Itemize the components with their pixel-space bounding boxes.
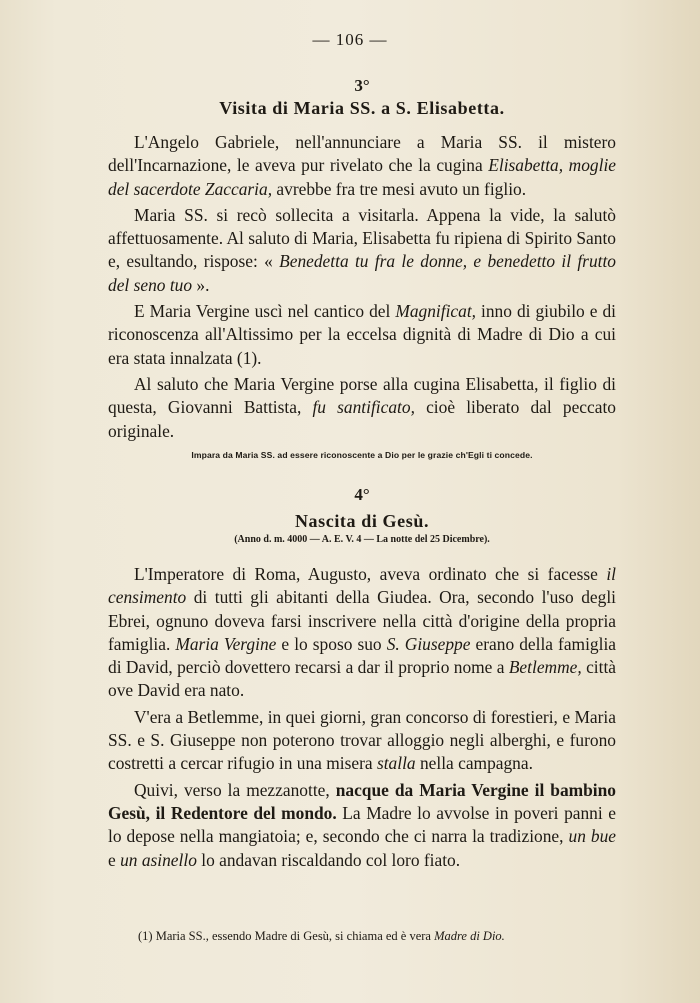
section-3 — [108, 76, 616, 119]
section-number: 3° — [354, 76, 370, 95]
paragraph — [108, 563, 616, 703]
moral-line — [108, 450, 616, 460]
text-run: lo andavan riscaldando col loro fiato. — [196, 849, 461, 870]
section-4 — [108, 485, 616, 545]
text-run: La Madre lo avvolse in poveri panni e lo depose nella mangiatoia; e, secondo che ci narra la tradizione, — [108, 802, 616, 847]
italic-run: Maria Vergine — [175, 633, 277, 654]
italic-run: fu santificato, — [312, 397, 415, 418]
paragraph — [108, 779, 616, 872]
italic-run: Betlemme, — [508, 657, 582, 678]
italic-run: Elisabetta, moglie del sacerdote Zaccaria, — [108, 155, 616, 199]
text-run: (1) Maria SS., essendo Madre di Gesù, si chiama ed è vera — [138, 929, 435, 943]
italic-run: stalla — [376, 753, 416, 774]
moral-text: Impara da Maria SS. ad essere riconoscente a Dio per le grazie ch'Egli ti concede. — [191, 450, 533, 460]
page-number: — 106 — — [312, 30, 388, 49]
section-3-body — [108, 131, 616, 443]
italic-run: il censimento — [108, 564, 616, 608]
paragraph — [108, 300, 616, 370]
paragraph — [108, 131, 616, 201]
italic-run: Benedetta tu fra le donne, e benedetto il frutto del seno tuo — [108, 251, 616, 295]
paragraph — [108, 373, 616, 443]
text-run: e lo sposo suo — [276, 633, 387, 654]
section-4-body — [108, 563, 616, 872]
text-run: e — [108, 849, 121, 870]
italic-run: S. Giuseppe — [386, 633, 471, 654]
footnote — [138, 929, 618, 944]
section-number: 4° — [354, 485, 370, 504]
text-run: V'era a Betlemme, in quei giorni, gran concorso di forestieri, e Maria SS. e S. Giuseppe non poterono trovar alloggio negli alberghi, e furono costretti a cercar rifugio in una misera — [108, 706, 616, 774]
text-run: inno di giubilo e di riconoscenza all'Altissimo per la eccelsa dignità di Madre di Dio a cui era stata innalzata (1). — [108, 301, 616, 368]
text-run: E Maria Vergine uscì nel cantico del — [134, 301, 396, 322]
italic-run: un bue — [568, 826, 616, 847]
text-run: L'Imperatore di Roma, Augusto, aveva ordinato che si facesse — [134, 564, 607, 584]
italic-run: Madre di Dio. — [434, 929, 505, 943]
italic-run: un asinello — [120, 849, 197, 870]
italic-run: Magnificat, — [395, 301, 477, 322]
section-title: Visita di Maria SS. a S. Elisabetta. — [219, 98, 505, 118]
text-run: Al saluto che Maria Vergine porse alla cugina Elisabetta, il figlio di questa, Giovanni Battista, — [108, 373, 616, 418]
footnote-text — [138, 929, 618, 944]
text-run: cioè liberato dal peccato originale. — [108, 397, 616, 441]
text-run: Quivi, verso la mezzanotte, — [134, 779, 336, 800]
paragraph — [108, 204, 616, 297]
paragraph — [108, 706, 616, 776]
text-run: L'Angelo Gabriele, nell'annunciare a Maria SS. il mistero dell'Incarnazione, le aveva pur rivelato che la cugina — [108, 132, 616, 176]
text-run: erano della famiglia di David, perciò dovettero recarsi a dar il proprio nome a — [108, 633, 616, 678]
text-run: nella campagna. — [415, 753, 533, 774]
text-run: avrebbe fra tre mesi avuto un figlio. — [272, 178, 527, 199]
text-run: città ove David era nato. — [108, 657, 617, 701]
text-run: ». — [192, 274, 210, 295]
bold-run: nacque da Maria Vergine il bambino Gesù, il Redentore del mondo. — [108, 779, 616, 823]
text-run: di tutti gli abitanti della Giudea. Ora, secondo l'uso degli Ebrei, ognuno doveva farsi inscrivere nella città d'origine della propria famiglia. — [108, 587, 616, 654]
text-run: Maria SS. si recò sollecita a visitarla. Appena la vide, la salutò affettuosamente. Al saluto di Maria, Elisabetta fu ripiena di Spirito Santo e, esultando, rispose: « — [108, 204, 616, 272]
section-subtitle: (Anno d. m. 4000 — A. E. V. 4 — La notte del 25 Dicembre). — [234, 534, 490, 545]
section-title: Nascita di Gesù. — [294, 511, 430, 531]
